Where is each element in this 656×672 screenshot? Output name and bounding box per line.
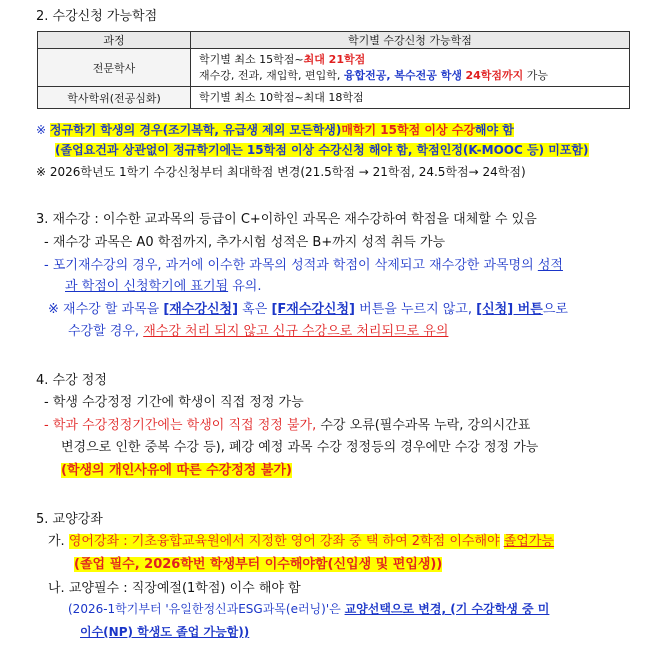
graduation-text: 졸업가능 [503, 534, 554, 549]
note-2 [55, 141, 589, 158]
section-3-item-2-cont [65, 275, 261, 294]
credit-table [37, 31, 630, 109]
item-text: 교양필수 : 직장예절(1학점) 이수 해야 함 [68, 581, 301, 596]
row1-text: 가능 [526, 68, 549, 82]
section-3-item-2 [44, 254, 563, 273]
table-cell-course: 학사학위(전공심화) [38, 87, 191, 109]
note-mark: ※ [36, 123, 47, 137]
warning-text: (학생의 개인사유에 따른 수강정정 불가) [61, 463, 292, 478]
section-5-item-a-cont [74, 553, 442, 572]
apply-button-label: [신청] 버튼 [476, 302, 543, 317]
table-row [38, 87, 630, 109]
section-5-heading: 5. 교양강좌 [36, 512, 103, 527]
section-4-item-1: - 학생 수강정정 기간에 학생이 직접 정정 가능 [44, 395, 304, 410]
note-text: (졸업요건과 상관없이 정규학기에는 15학점 이상 수강신청 해야 함, 학점인정(K-MOOC 등) 미포함) [55, 143, 589, 157]
section-4-item-2 [44, 414, 530, 433]
warning-text: 재수강 처리 되지 않고 신규 수강으로 처리되므로 유의 [143, 324, 449, 339]
major-students-text: 융합전공, 복수전공 학생 [343, 68, 462, 82]
section-4-item-2-cont: 변경으로 인한 중복 수강 등), 폐강 예정 과목 수강 정정등의 경우에만 수강 정정 가능 [61, 440, 539, 455]
item-text: 수강 오류(필수과목 누락, 강의시간표 [320, 418, 531, 433]
item-underline: 성적 [537, 258, 563, 273]
row1-text: 재수강, 전과, 재입학, 편입학, [199, 68, 341, 82]
item-text: 으로 [542, 302, 568, 317]
max-credit-text: 최대 21학점 [303, 52, 366, 66]
table-header-credits: 학기별 수강신청 가능학점 [191, 32, 630, 49]
item-text: - 학과 수강정정기간에는 학생이 직접 정정 불가, [44, 418, 317, 433]
section-5-item-a [48, 530, 554, 549]
warning-text: (졸업 필수, 2026학번 학생부터 이수해야함(신입생 및 편입생)) [74, 557, 443, 572]
section-3-heading: 3. 재수강 : 이수한 교과목의 등급이 C+이하인 과목은 재수강하여 학점을 대체할 수 있음 [36, 212, 537, 227]
item-prefix: 나. [48, 581, 65, 596]
note-text: 정규학기 학생의 경우(조기복학, 유급생 제외 모든학생) [49, 123, 342, 137]
item-text: 버튼을 누르지 않고, [359, 302, 473, 317]
note-text: 해야 함 [474, 123, 514, 137]
note-emphasis: 매학기 15학점 이상 수강 [341, 123, 475, 137]
item-underline: 과 학점이 신청학기에 표기됨 [65, 279, 229, 294]
section-5-item-b [48, 577, 301, 596]
section-3-item-3 [48, 298, 568, 317]
section-3-item-1: - 재수강 과목은 A0 학점까지, 추가시험 성적은 B+까지 성적 취득 가능 [44, 235, 446, 250]
section-5-item-b-note-cont [80, 623, 249, 640]
f-retake-button-label: [F재수강신청] [271, 302, 355, 317]
row1-text: 학기별 최소 15학점~ [199, 52, 304, 66]
table-cell-course: 전문학사 [38, 49, 191, 87]
table-cell-credits: 학기별 최소 10학점~최대 18학점 [191, 87, 630, 109]
note-1 [36, 121, 514, 138]
item-prefix: 가. [48, 534, 65, 549]
table-header-course: 과정 [38, 32, 191, 49]
elective-change-text: 교양선택으로 변경, (기 수강학생 중 미 [344, 602, 550, 616]
section-3-item-3-cont [68, 320, 448, 339]
item-text: - 포기재수강의 경우, 과거에 이수한 과목의 성적과 학점이 삭제되고 재수강한 과목명의 [44, 258, 534, 273]
table-row [38, 49, 630, 87]
section-5-item-b-note [68, 600, 549, 617]
english-course-text: 영어강좌 : 기초융합교육원에서 지정한 영어 강좌 중 택 하여 2학점 이수해야 [68, 534, 500, 549]
item-text: 혹은 [242, 302, 268, 317]
credit-limit-text: 24학점까지 [465, 68, 524, 82]
section-4-item-2-note [61, 459, 292, 478]
section-2-heading: 2. 수강신청 가능학점 [36, 9, 158, 24]
item-text: ※ 재수강 할 과목을 [48, 302, 160, 317]
item-text: (2026-1학기부터 '유일한정신과ESG과목(e러닝)'은 [68, 602, 341, 616]
section-4-heading: 4. 수강 정정 [36, 373, 107, 388]
retake-button-label: [재수강신청] [163, 302, 239, 317]
table-cell-credits [191, 49, 630, 87]
item-text: 수강할 경우, [68, 324, 140, 339]
note-3: ※ 2026학년도 1학기 수강신청부터 최대학점 변경(21.5학점 → 21학점, 24.5학점→ 24학점) [36, 165, 526, 179]
elective-change-text: 이수(NP) 학생도 졸업 가능함)) [80, 625, 250, 639]
item-text: 유의. [232, 279, 262, 294]
